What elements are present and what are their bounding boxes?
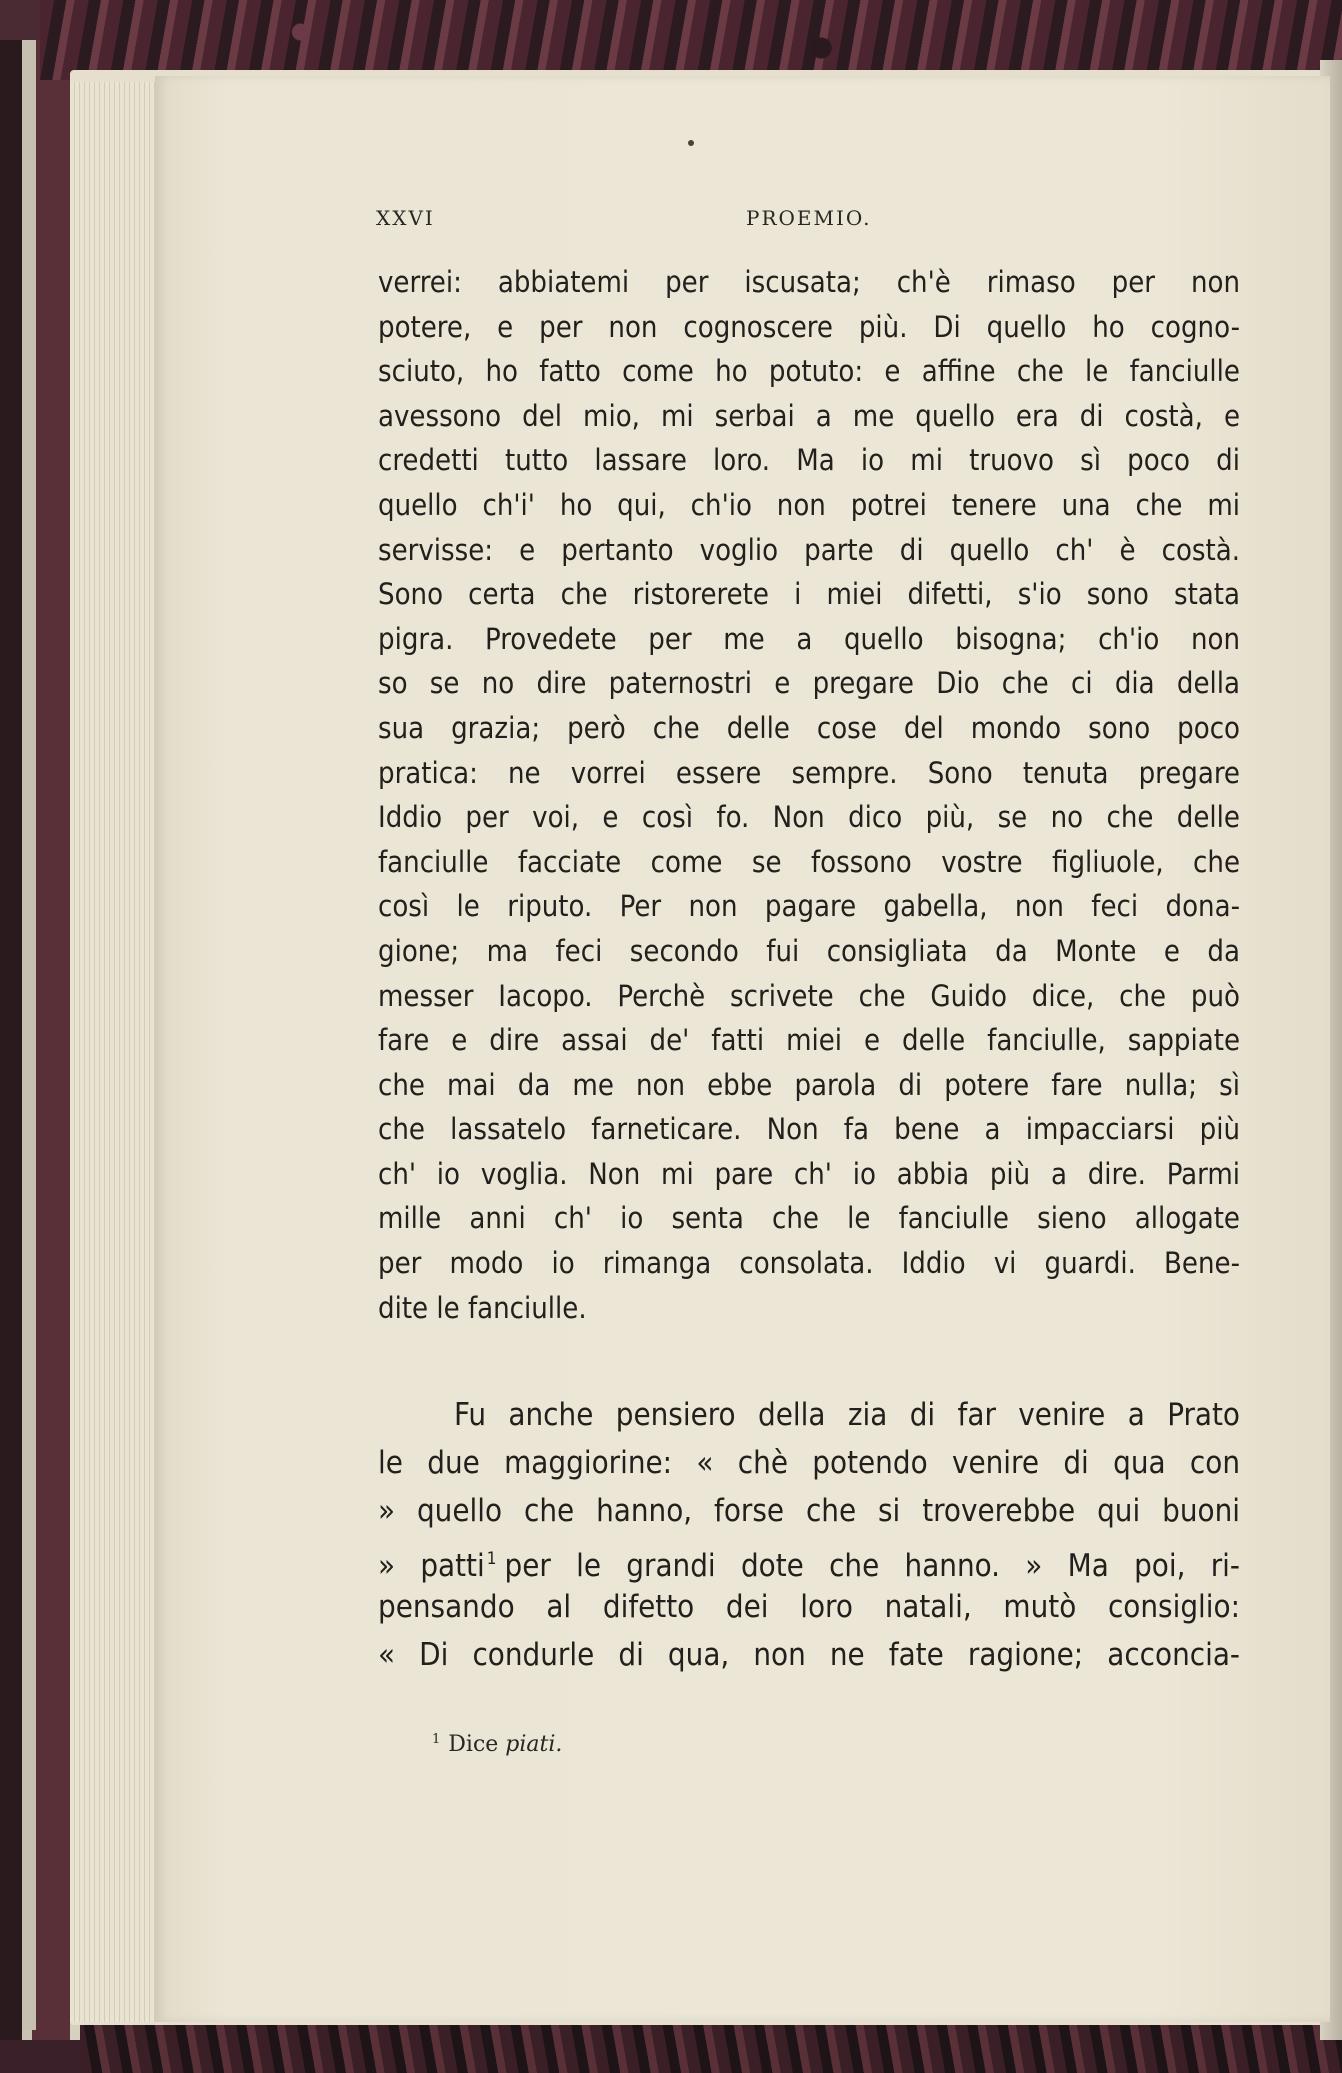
- spine-edge: [22, 40, 36, 2030]
- footnote-marker: 1: [432, 1732, 441, 1747]
- footnote-reference: 1: [486, 1549, 497, 1569]
- body-line-end: per le grandi dote che hanno. » Ma poi, ri-: [504, 1548, 1240, 1584]
- letter-line: messer Iacopo. Perchè scrivete che Guido dice, che può: [378, 978, 1240, 1013]
- body-line: » quello che hanno, forse che si troverebbe qui buoni: [378, 1493, 1240, 1529]
- letter-line: Sono certa che ristorerete i miei difetti, s'io sono stata: [378, 577, 1240, 612]
- running-head: [376, 206, 1238, 236]
- letter-line: servisse: e pertanto voglio parte di quello ch' è costà.: [378, 532, 1240, 567]
- letter-line: sua grazia; però che delle cose del mondo sono poco: [378, 710, 1240, 745]
- letter-line: mille anni ch' io senta che le fanciulle sieno allogate: [378, 1201, 1240, 1236]
- page-number: XXVI: [376, 206, 435, 230]
- letter-line: per modo io rimanga consolata. Iddio vi guardi. Bene-: [378, 1246, 1240, 1281]
- letter-line: che mai da me non ebbe parola di potere fare nulla; sì: [378, 1067, 1240, 1102]
- footnote-italic-word: piati.: [505, 1732, 563, 1757]
- letter-line: pratica: ne vorrei essere sempre. Sono tenuta pregare: [378, 755, 1240, 790]
- body-line-start: » patti: [378, 1548, 485, 1584]
- letter-line: Iddio per voi, e così fo. Non dico più, se no che delle: [378, 800, 1240, 835]
- letter-line: verrei: abbiatemi per iscusata; ch'è rimaso per non: [378, 265, 1240, 299]
- letter-line: gione; ma feci secondo fui consigliata da Monte e da: [378, 933, 1240, 968]
- body-line: pensando al difetto dei loro natali, mutò consiglio:: [378, 1589, 1240, 1625]
- body-line: « Di condurle di qua, non ne fate ragione; acconcia-: [378, 1637, 1240, 1673]
- letter-line: credetti tutto lassare loro. Ma io mi truovo sì poco di: [378, 443, 1240, 478]
- body-paragraph: [378, 1391, 1240, 1679]
- letter-line: che lassatelo farneticare. Non fa bene a impacciarsi più: [378, 1112, 1240, 1147]
- body-line: Fu anche pensiero della zia di far venire a Prato: [454, 1397, 1240, 1433]
- letter-line: potere, e per non cognoscere più. Di quello ho cogno-: [378, 309, 1240, 344]
- letter-line: così le riputo. Per non pagare gabella, non feci dona-: [378, 889, 1240, 924]
- letter-line: sciuto, ho fatto come ho potuto: e affine che le fanciulle: [378, 354, 1240, 389]
- body-line: le due maggiorine: « chè potendo venire di qua con: [378, 1445, 1240, 1481]
- letter-line: dite le fanciulle.: [378, 1290, 587, 1325]
- ink-speck: [688, 140, 694, 146]
- letter-line: ch' io voglia. Non mi pare ch' io abbia più a dire. Parmi: [378, 1156, 1240, 1191]
- footnote-lead: Dice: [448, 1732, 499, 1757]
- body-line-with-footnote: [378, 1535, 1240, 1583]
- letter-line: fanciulle facciate come se fossono vostre figliuole, che: [378, 844, 1240, 879]
- letter-line: pigra. Provedete per me a quello bisogna; ch'io non: [378, 621, 1240, 656]
- letter-line: avessono del mio, mi serbai a me quello era di costà, e: [378, 398, 1240, 433]
- running-head-title: PROEMIO.: [746, 206, 872, 230]
- letter-line: fare e dire assai de' fatti miei e delle fanciulle, sappiate: [378, 1023, 1240, 1058]
- letter-line: so se no dire paternostri e pregare Dio che ci dia della: [378, 666, 1240, 701]
- book-cover-top: [40, 0, 1342, 80]
- letter-line: quello ch'i' ho qui, ch'io non potrei tenere una che mi: [378, 487, 1240, 522]
- footnote: [432, 1732, 562, 1757]
- letter-quotation: [378, 260, 1240, 1330]
